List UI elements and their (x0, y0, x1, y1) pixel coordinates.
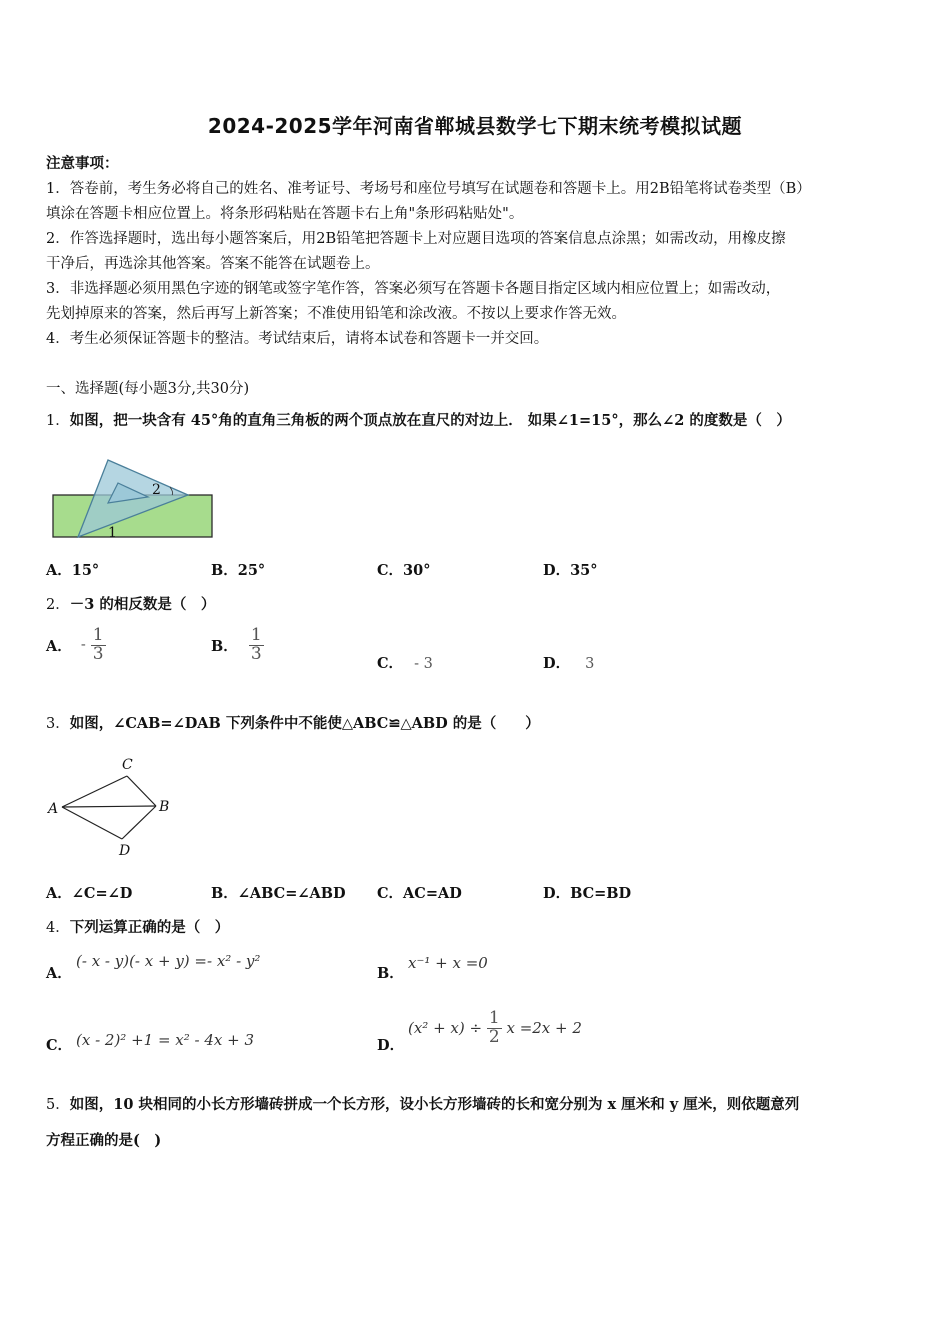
option-a[interactable]: A．15° (46, 562, 100, 579)
segment-db (122, 806, 156, 839)
segment-cb (127, 776, 156, 806)
question-text: －3 的相反数是（ ） (69, 596, 216, 613)
question-number: 5． (46, 1097, 70, 1113)
question-text: 如图，10 块相同的小长方形墙砖拼成一个长方形，设小长方形墙砖的长和宽分别为 x 厘米和 y 厘米，则依题意列 (69, 1096, 800, 1113)
page-title: 2024-2025学年河南省郸城县数学七下期末统考模拟试题 (207, 114, 743, 138)
option-d-expression: (x² + x) ÷ $\frac{1}{2}$ x =2x + 2 (408, 1008, 582, 1047)
section-heading: 一、选择题(每小题3分,共30分) (46, 381, 250, 397)
question-text: 如图，把一块含有 45°角的直角三角板的两个顶点放在直尺的对边上． 如果∠1=15°，那么∠2 的度数是（ ） (69, 412, 791, 429)
segment-ab (62, 806, 156, 807)
option-b[interactable]: B． $\frac{1}{3}$ (211, 625, 262, 664)
angle-2-label: 2 (152, 482, 161, 498)
option-d[interactable]: D．BC=BD (543, 885, 632, 902)
question-text: 如图，∠CAB=∠DAB 下列条件中不能使△ABC≌△ABD 的是（ ） (69, 715, 540, 732)
option-a[interactable]: A．∠C=∠D (46, 885, 133, 902)
segment-ac (62, 776, 127, 807)
notice-line: 4．考生必须保证答题卡的整洁。考试结束后，请将本试卷和答题卡一并交回。 (46, 331, 549, 347)
point-b-label: B (159, 799, 170, 815)
option-c[interactable]: C． - 3 (377, 655, 433, 672)
notice-line: 2．作答选择题时，选出每小题答案后，用2B铅笔把答题卡上对应题目选项的答案信息点涂黑；如需改动，用橡皮擦 (46, 231, 786, 247)
option-a[interactable]: A． - $\frac{1}{3}$ (46, 625, 104, 664)
option-b[interactable]: B．∠ABC=∠ABD (211, 885, 346, 902)
option-b[interactable]: B．25° (211, 562, 266, 579)
ruler-triangle-figure (48, 455, 218, 545)
option-a-label[interactable]: A． (46, 965, 72, 982)
point-c-label: C (122, 757, 133, 773)
option-c-label[interactable]: C． (46, 1037, 73, 1054)
option-c-expression: (x - 2)² +1 = x² - 4x + 3 (76, 1031, 255, 1049)
question-number: 2． (46, 597, 70, 613)
segment-ad (62, 807, 122, 839)
question-text-continued: 方程正确的是( ) (46, 1132, 162, 1149)
option-d[interactable]: D．35° (543, 562, 598, 579)
option-b-label[interactable]: B． (377, 965, 404, 982)
question-text: 下列运算正确的是（ ） (69, 919, 230, 936)
option-d-label[interactable]: D． (377, 1037, 405, 1054)
point-a-label: A (48, 801, 59, 817)
minus-sign: - (80, 637, 86, 654)
option-c[interactable]: C．30° (377, 562, 431, 579)
quadrilateral-figure (44, 752, 179, 862)
question-3 (46, 712, 540, 733)
question-number: 3． (46, 716, 70, 732)
question-4 (46, 916, 229, 937)
question-number: 4． (46, 920, 70, 936)
question-2 (46, 593, 215, 614)
option-a-expression: (- x - y)(- x + y) =- x² - y² (76, 952, 261, 970)
question-number: 1． (46, 413, 70, 429)
notice-line: 先划掉原来的答案，然后再写上新答案；不准使用铅笔和涂改液。不按以上要求作答无效。 (46, 306, 626, 322)
notice-line: 填涂在答题卡相应位置上。将条形码粘贴在答题卡右上角"条形码粘贴处"。 (46, 206, 524, 222)
fraction: $\frac{1}{2}$ (488, 1008, 500, 1047)
fraction: $\frac{1}{3}$ (250, 625, 262, 664)
option-c[interactable]: C．AC=AD (377, 885, 462, 902)
notice-line: 1．答卷前，考生务必将自己的姓名、准考证号、考场号和座位号填写在试题卷和答题卡上。用2B铅笔将试卷类型（B） (46, 181, 811, 197)
notice-heading: 注意事项： (46, 155, 119, 172)
angle-1-label: 1 (108, 525, 117, 541)
fraction: $\frac{1}{3}$ (92, 625, 104, 664)
point-d-label: D (119, 843, 131, 859)
notice-line: 3．非选择题必须用黑色字迹的钢笔或签字笔作答，答案必须写在答题卡各题目指定区域内相应位置上；如需改动， (46, 281, 781, 297)
question-5 (46, 1093, 799, 1114)
option-d[interactable]: D． 3 (543, 655, 595, 672)
option-b-expression: x⁻¹ + x =0 (408, 954, 488, 972)
notice-line: 干净后，再选涂其他答案。答案不能答在试题卷上。 (46, 256, 380, 272)
question-1 (46, 409, 791, 430)
